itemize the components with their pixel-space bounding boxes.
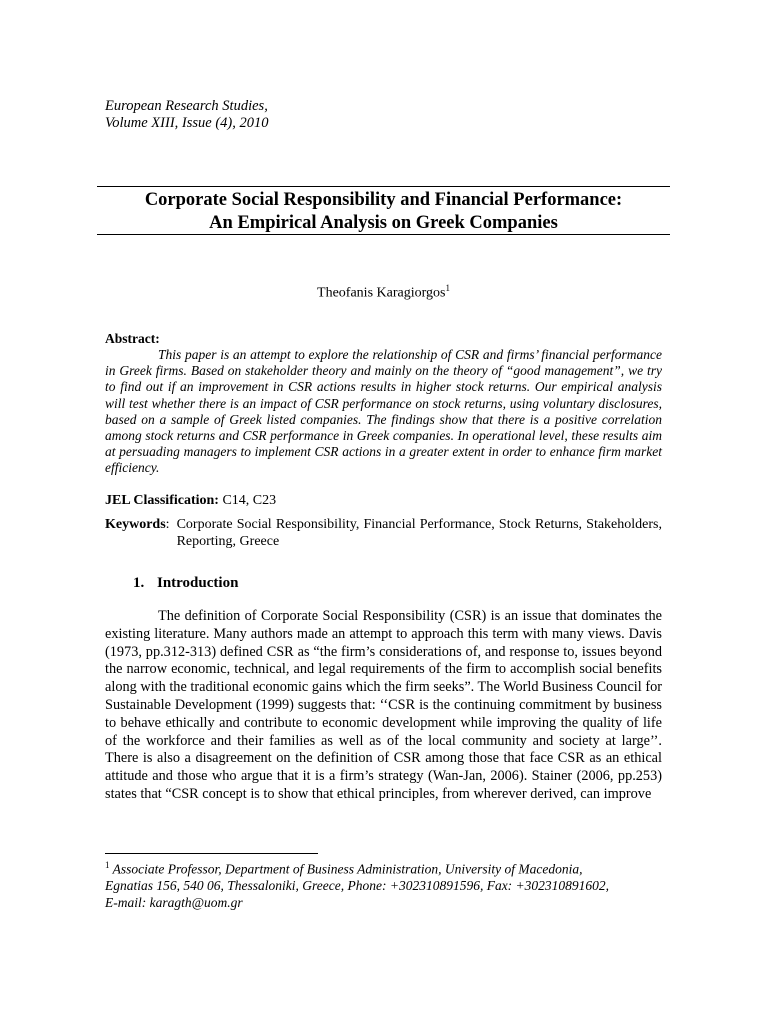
jel-value: C14, C23 <box>218 493 277 508</box>
paper-title <box>97 189 670 235</box>
author-footnote-mark: 1 <box>445 283 450 293</box>
paper-title-line-1: Corporate Social Responsibility and Financial Performance: <box>144 190 623 210</box>
footnote-mark: 1 <box>105 860 110 870</box>
abstract-heading: Abstract: <box>105 331 160 346</box>
footnote-rule <box>105 853 318 854</box>
keywords-separator: : <box>165 517 177 532</box>
section-number: 1. <box>133 575 145 591</box>
jel-classification <box>105 492 276 509</box>
author <box>97 280 670 302</box>
journal-citation <box>105 98 269 132</box>
footnote-line-2: Egnatias 156, 540 06, Thessaloniki, Greece, Phone: +302310891596, Fax: +302310891602, <box>105 878 610 893</box>
author-name: Theofanis Karagiorgos <box>317 285 446 301</box>
jel-label: JEL Classification: <box>105 493 219 508</box>
section-heading <box>133 574 238 592</box>
footnote <box>105 857 675 911</box>
keywords-value: Corporate Social Responsibility, Financial Performance, Stock Returns, Stakeholders, Reporting, Greece <box>176 517 662 549</box>
footnote-affiliation: Associate Professor, Department of Business Administration, University of Macedonia, <box>109 861 583 877</box>
keywords <box>105 516 662 550</box>
title-top-rule <box>97 186 670 187</box>
footnote-line-1 <box>105 857 675 878</box>
introduction-paragraph: The definition of Corporate Social Responsibility (CSR) is an issue that dominates the existing literature. Many authors made an attempt to approach this term with many views. Davis (1973, pp.312-313) defined CSR as “the firm’s considerations of, and response to, issues beyond the narrow economic, technical, and legal requirements of the firm to accomplish social benefits along with the traditional economic gains which the firm seeks”. The World Business Council for Sustainable Development (1999) suggests that: ‘‘CSR is the continuing commitment by business to behave ethically and contribute to economic development while improving the quality of life of the workforce and their families as well as of the local community and society at large’’. There is also a disagreement on the definition of CSR among those that face CSR as an ethical attitude and those who argue that it is a firm’s strategy (Wan-Jan, 2006). Stainer (2006, pp.253) states that “CSR concept is to show that ethical principles, from wherever derived, can improve <box>105 608 662 802</box>
paper-title-line-2: An Empirical Analysis on Greek Companies <box>209 213 558 233</box>
journal-name: European Research Studies, <box>105 98 268 114</box>
keywords-label: Keywords <box>105 517 166 532</box>
footnote-line-3: E-mail: karagth@uom.gr <box>105 894 243 910</box>
abstract-text: This paper is an attempt to explore the relationship of CSR and firms’ financial performance in Greek firms. Based on stakeholder theory and mainly on the theory of “good management”, we try to find out if an improvement in CSR actions results in higher stock returns. Our empirical analysis will test whether there is an impact of CSR performance on stock returns, using voluntary disclosures, based on a sample of Greek listed companies. The findings show that there is a positive correlation among stock returns and CSR performance in Greek companies. In operational level, these results aim at persuading managers to implement CSR actions in a greater extent in order to enhance firm market efficiency. <box>105 347 662 476</box>
section-title: Introduction <box>157 575 239 591</box>
title-bottom-rule <box>97 234 670 235</box>
journal-volume: Volume XIII, Issue (4), 2010 <box>105 115 269 131</box>
